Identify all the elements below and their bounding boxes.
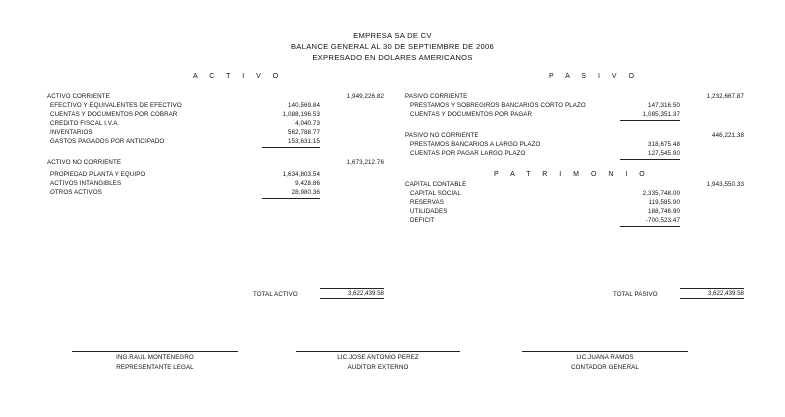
total-activo-label: TOTAL ACTIVO	[253, 291, 298, 298]
pasivo-item-label: PRESTAMOS BANCARIOS A LARGO PLAZO	[410, 141, 541, 148]
activo-item-label: CUENTAS Y DOCUMENTOS POR COBRAR	[50, 111, 178, 118]
pasivo-item-label: CUENTAS Y DOCUMENTOS POR PAGAR	[410, 111, 533, 118]
pasivo-item-label: PRESTAMOS Y SOBREGIROS BANCARIOS CORTO PLAZO	[410, 102, 586, 109]
pasivo-item-value: 318,675.48	[648, 141, 680, 148]
activo-item-label: EFECTIVO Y EQUIVALENTES DE EFECTIVO	[50, 102, 182, 109]
signature-role: REPRESENTANTE LEGAL	[116, 364, 194, 371]
activo-item-value: 9,428.86	[295, 180, 320, 187]
activo-no-corriente-total: 1,673,212.76	[346, 159, 384, 166]
pasivo-item-label: CUENTAS POR PAGAR LARGO PLAZO	[410, 150, 526, 157]
report-subtitle: EXPRESADO EN DOLARES AMERICANOS	[312, 53, 473, 62]
patrimonio-item-label: DEFICIT	[410, 217, 435, 224]
pasivo-corriente-label: PASIVO CORRIENTE	[405, 93, 468, 100]
pasivo-item-value: 127,545.90	[648, 150, 680, 157]
activo-item-value: 562,788.77	[288, 129, 320, 136]
activo-item-label: OTROS ACTIVOS	[50, 189, 102, 196]
subtotal-underline	[262, 198, 320, 199]
pasivo-no-corriente-label: PASIVO NO CORRIENTE	[405, 132, 479, 139]
subtotal-underline	[620, 226, 680, 227]
patrimonio-item-label: CAPITAL SOCIAL	[410, 190, 461, 197]
patrimonio-item-value: 119,585.90	[648, 199, 680, 206]
pasivo-item-value: 1,085,351.37	[642, 111, 680, 118]
signature-line	[296, 351, 460, 352]
activo-item-value: 28,980.36	[291, 189, 320, 196]
signature-name: LIC.JUANA RAMOS	[576, 354, 634, 361]
patrimonio-item-label: RESERVAS	[410, 199, 444, 206]
pasivo-heading: P A S I V O	[549, 73, 639, 80]
activo-item-value: 1,088,196.53	[282, 111, 320, 118]
signature-line	[72, 351, 238, 352]
capital-contable-label: CAPITAL CONTABLE	[405, 181, 467, 188]
total-pasivo-value: 3,622,439.58	[680, 288, 744, 299]
capital-contable-total: 1,943,550.33	[706, 181, 744, 188]
patrimonio-heading: P A T R I M O N I O	[494, 171, 650, 178]
signature-role: CONTADOR GENERAL	[571, 364, 639, 371]
activo-item-value: 4,040.73	[295, 120, 320, 127]
signature-name: ING.RAUL MONTENEGRO	[116, 354, 194, 361]
signature-line	[522, 351, 688, 352]
total-activo-value: 3,622,439.58	[320, 288, 384, 299]
pasivo-corriente-total: 1,232,667.87	[706, 93, 744, 100]
pasivo-item-value: 147,316.50	[648, 102, 680, 109]
activo-no-corriente-label: ACTIVO NO CORRIENTE	[47, 159, 122, 166]
activo-item-label: ACTIVOS INTANGIBLES	[50, 180, 122, 187]
signature-role: AUDITOR EXTERNO	[347, 364, 409, 371]
activo-item-label: GASTOS PAGADOS POR ANTICIPADO	[50, 138, 165, 145]
activo-corriente-total: 1,949,226.82	[346, 93, 384, 100]
patrimonio-item-value: 188,746.90	[648, 208, 680, 215]
patrimonio-item-value: -700,523.47	[645, 217, 680, 224]
activo-item-label: CREDITO FISCAL I.V.A.	[50, 120, 120, 127]
activo-item-value: 140,569.84	[288, 102, 320, 109]
signature-name: LIC.JOSE ANTONIO PEREZ	[337, 354, 419, 361]
subtotal-underline	[620, 159, 680, 160]
subtotal-underline	[262, 147, 320, 148]
activo-item-value: 153,631.15	[288, 138, 320, 145]
activo-heading: A C T I V O	[193, 73, 284, 80]
patrimonio-item-label: UTILIDADES	[410, 208, 448, 215]
report-title: BALANCE GENERAL AL 30 DE SEPTIEMBRE DE 2006	[290, 42, 495, 51]
patrimonio-item-value: 2,335,748.00	[642, 190, 680, 197]
activo-item-label: INVENTARIOS	[50, 129, 93, 136]
pasivo-no-corriente-total: 446,221.38	[712, 132, 744, 139]
activo-corriente-label: ACTIVO CORRIENTE	[47, 93, 110, 100]
activo-item-label: PROPIEDAD PLANTA Y EQUIPO	[50, 171, 146, 178]
total-pasivo-label: TOTAL PASIVO	[613, 291, 658, 298]
subtotal-underline	[620, 120, 680, 121]
company-name: EMPRESA SA DE CV	[353, 31, 432, 40]
activo-item-value: 1,634,803.54	[282, 171, 320, 178]
